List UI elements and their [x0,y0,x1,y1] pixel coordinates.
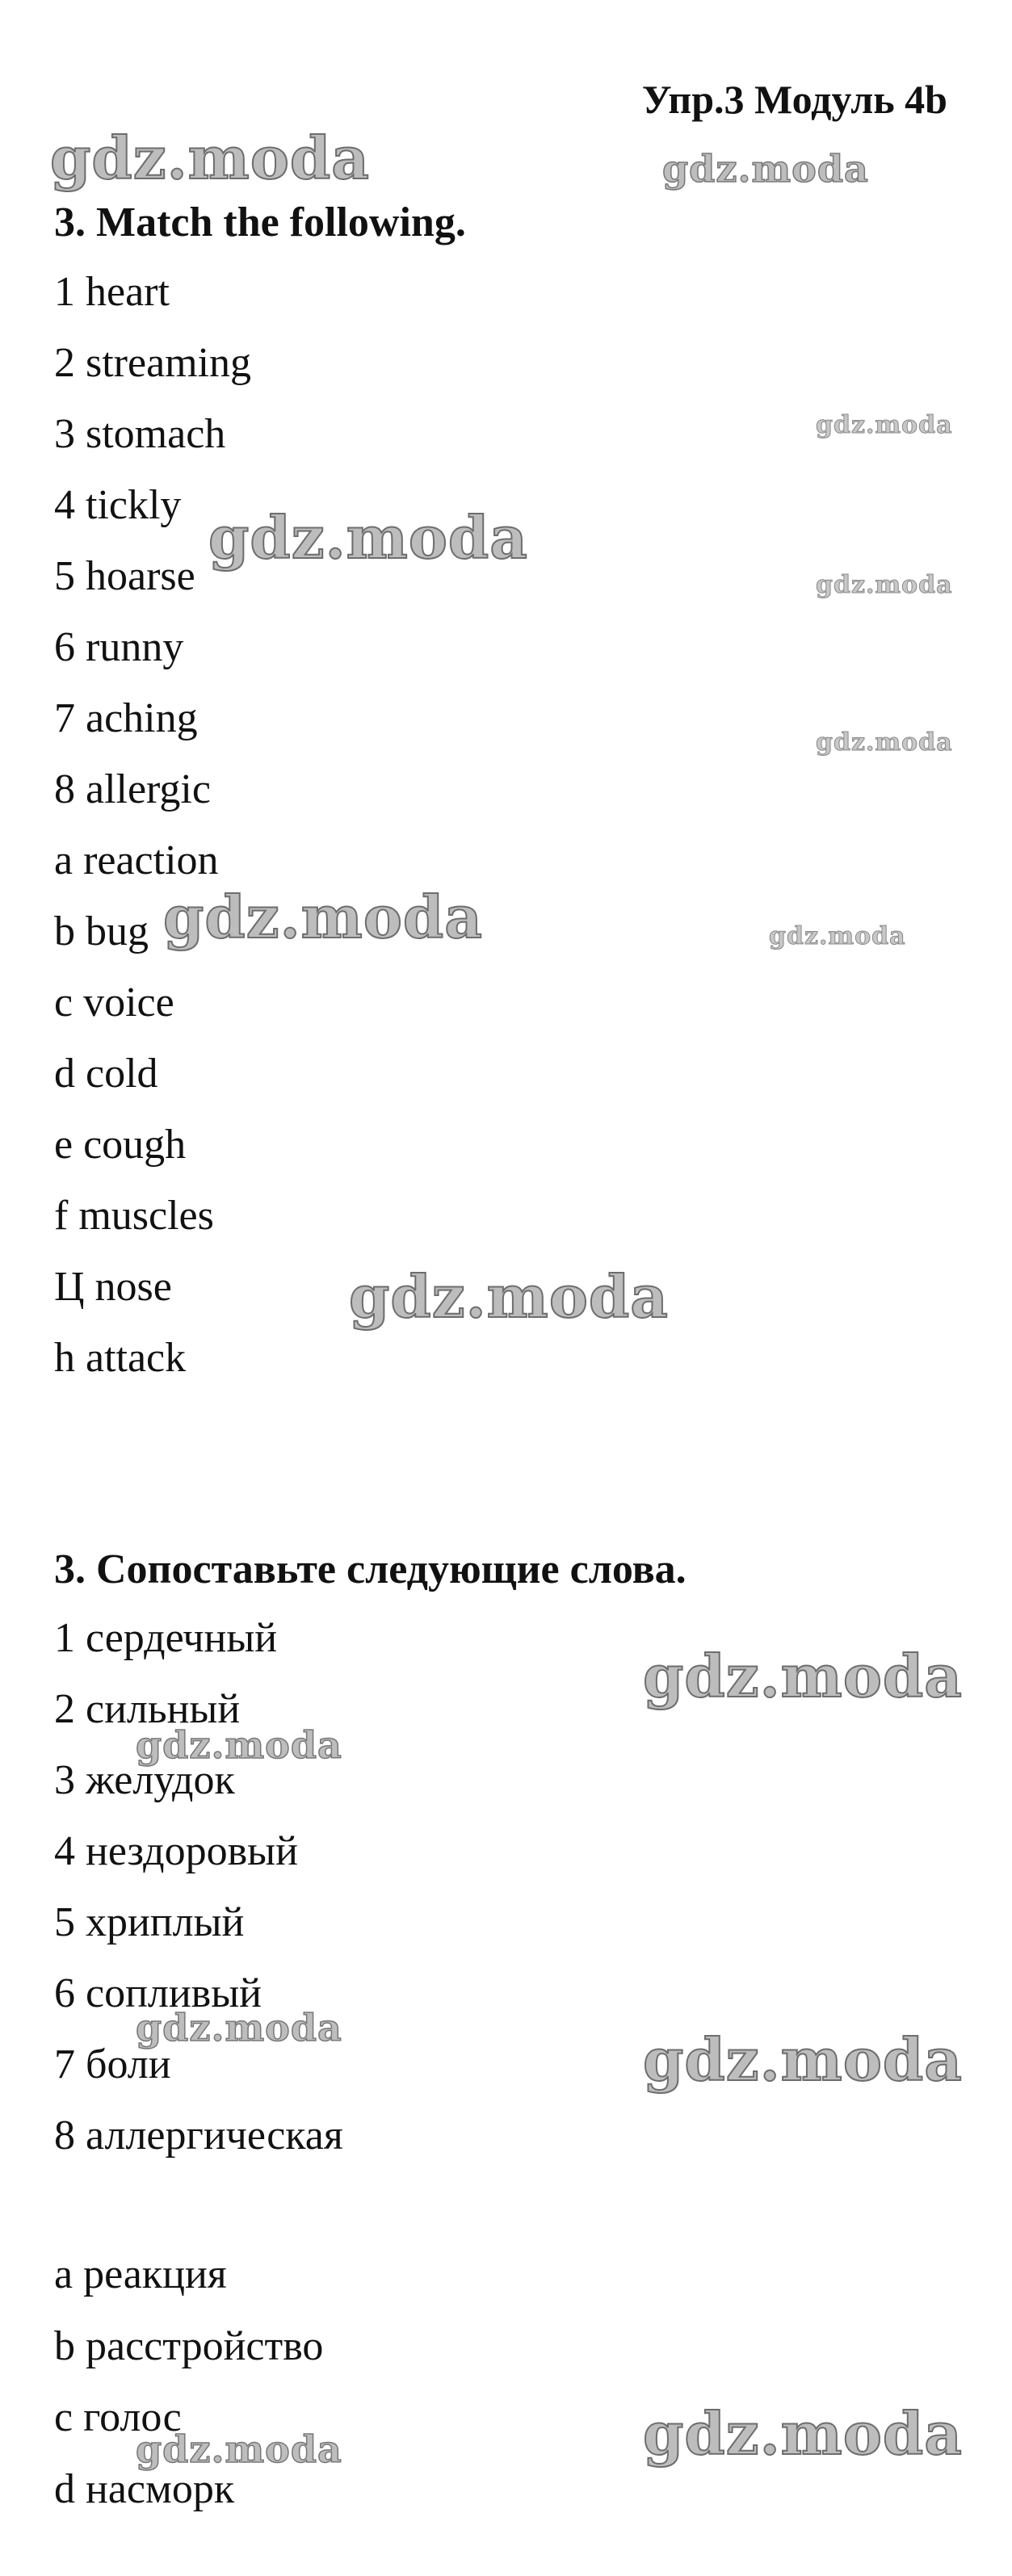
watermark: gdz.moda [136,1723,342,1767]
list-item: d насморк [54,2465,235,2512]
list-item: h attack [54,1335,187,1381]
list-item: 8 аллергическая [54,2112,343,2159]
watermark: gdz.moda [136,2427,342,2471]
watermark: gdz.moda [643,1642,963,1710]
watermark: gdz.moda [816,411,953,439]
list-item: 4 нездоровый [54,1828,298,1874]
russian-numbered-list [54,1603,343,2171]
list-item: 4 tickly [54,482,182,528]
watermark: gdz.moda [816,571,953,599]
list-item: 5 хриплый [54,1899,245,1945]
list-item: f muscles [54,1193,214,1239]
list-item: 2 сильный [54,1686,241,1732]
watermark: gdz.moda [643,2399,963,2468]
exercise-heading-russian: 3. Сопоставьте следующие слова. [54,1546,687,1592]
list-item: 6 runny [54,624,184,670]
list-item: c voice [54,980,174,1026]
list-item: b расстройство [54,2322,324,2369]
watermark: gdz.moda [643,2025,963,2094]
list-item: 3 желудок [54,1757,235,1803]
watermark: gdz.moda [816,728,953,757]
list-item: Ц nose [54,1264,172,1310]
page-header-title: Упр.3 Модуль 4b [641,77,947,122]
list-item: 7 aching [54,695,198,741]
watermark: gdz.moda [662,147,869,191]
watermark: gdz.moda [136,2006,342,2049]
list-item: a реакция [54,2251,227,2297]
list-item: c голос [54,2394,182,2440]
list-item: 3 stomach [54,411,226,457]
list-item: a reaction [54,837,219,883]
watermark: gdz.moda [349,1262,669,1331]
list-item: b bug [54,908,149,954]
list-item: 1 сердечный [54,1615,278,1661]
list-item: d cold [54,1051,158,1097]
exercise-heading-english: 3. Match the following. [54,199,466,245]
watermark: gdz.moda [163,883,483,951]
list-item: 1 heart [54,269,170,315]
list-item: 5 hoarse [54,553,195,599]
watermark: gdz.moda [769,922,906,950]
watermark: gdz.moda [208,503,528,572]
list-item: 2 streaming [54,340,252,386]
watermark: gdz.moda [50,124,370,192]
list-item: 8 allergic [54,766,211,812]
russian-lettered-list [54,2239,323,2525]
list-item: e cough [54,1122,187,1168]
english-word-list [54,257,251,1394]
list-item: 6 сопливый [54,1970,262,2016]
list-item: 7 боли [54,2041,171,2087]
